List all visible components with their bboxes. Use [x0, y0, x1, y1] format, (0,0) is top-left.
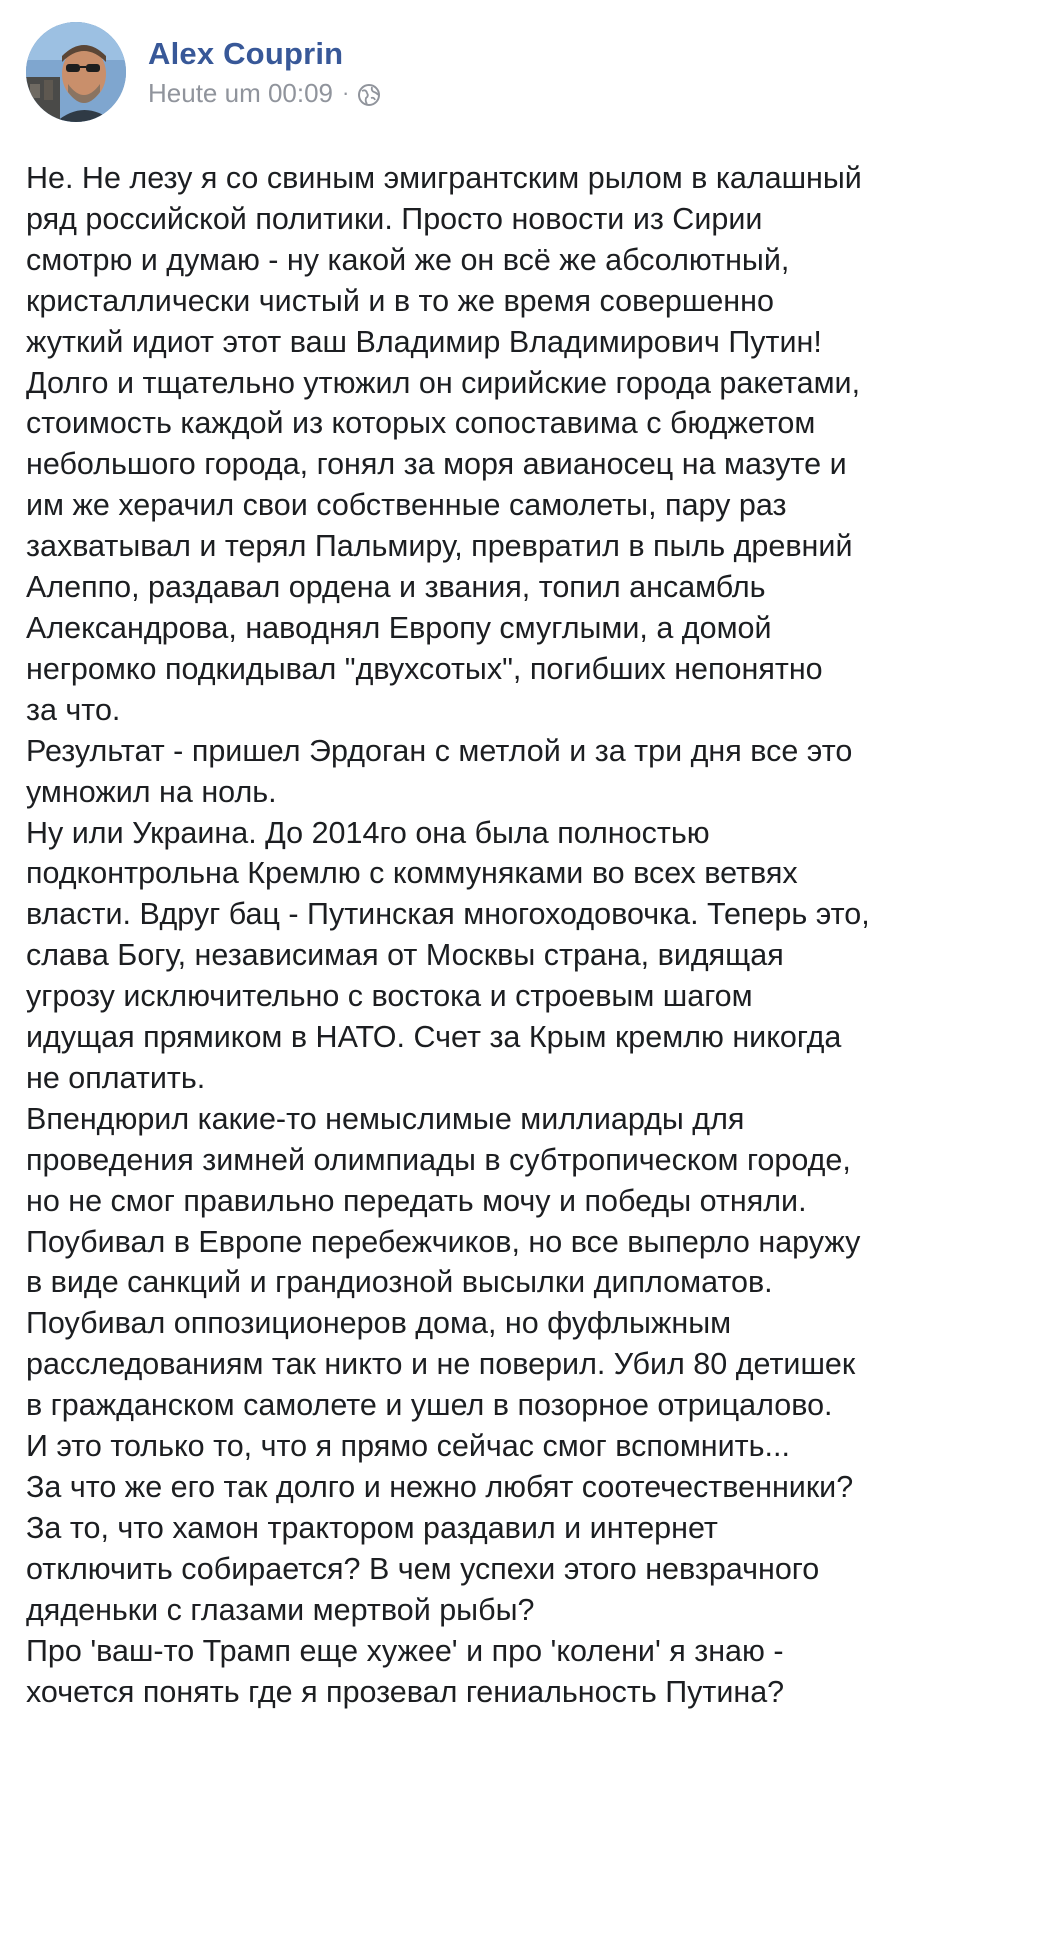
post-text-line: кристаллически чистый и в то же время совершенно	[26, 283, 774, 318]
post-meta	[148, 34, 381, 110]
post-text-line: стоимость каждой из которых сопоставима с бюджетом	[26, 406, 816, 441]
post-text-line: Алеппо, раздавал ордена и звания, топил ансамбль	[26, 570, 766, 605]
globe-icon[interactable]	[357, 81, 381, 105]
post-text-line: но не смог правильно передать мочу и победы отняли.	[26, 1183, 807, 1218]
post-text-line: Поубивал в Европе перебежчиков, но все выперло наружу	[26, 1224, 861, 1259]
post-text-line: в гражданском самолете и ушел в позорное отрицалово.	[26, 1388, 833, 1423]
post-text-line: слава Богу, независимая от Москвы страна, видящая	[26, 938, 784, 973]
post-text-line: И это только то, что я прямо сейчас смог вспомнить...	[26, 1429, 790, 1464]
post-text-line: За то, что хамон трактором раздавил и интернет	[26, 1510, 718, 1545]
post-text-line: негромко подкидывал "двухсотых", погибших непонятно	[26, 651, 823, 686]
post-text-line: жуткий идиот этот ваш Владимир Владимирович Путин!	[26, 324, 822, 359]
post-text-line: захватывал и терял Пальмиру, превратил в пыль древний	[26, 529, 853, 564]
meta-separator: ·	[342, 80, 350, 105]
post-text-line: Не. Не лезу я со свиным эмигрантским рылом в калашный	[26, 161, 862, 195]
post-text-line: хочется понять где я прозевал гениальность Путина?	[26, 1674, 785, 1709]
post-text-line: Впендюрил какие-то немыслимые миллиарды для	[26, 1101, 745, 1136]
post-text-line: ряд российской политики. Просто новости из Сирии	[26, 201, 763, 236]
post-text-line: Результат - пришел Эрдоган с метлой и за три дня все это	[26, 733, 853, 768]
post-text-line: не оплатить.	[26, 1060, 206, 1095]
post-body	[26, 158, 1036, 1712]
post-text-line: небольшого города, гонял за моря авианосец на мазуте и	[26, 447, 847, 482]
post-text-line: За что же его так долго и нежно любят соотечественники?	[26, 1470, 854, 1504]
post-text-line: дяденьки с глазами мертвой рыбы?	[26, 1592, 535, 1627]
post-text-line: смотрю и думаю - ну какой же он всё же абсолютный,	[26, 242, 790, 277]
post-text-line: проведения зимней олимпиады в субтропическом городе,	[26, 1142, 851, 1177]
post-text-line: Про 'ваш-то Трамп еще хужее' и про 'колени' я знаю -	[26, 1633, 784, 1668]
post-text-line: угрозу исключительно с востока и строевым шагом	[26, 979, 753, 1014]
post-text-line: Поубивал оппозиционеров дома, но фуфлыжным	[26, 1306, 732, 1341]
post-text-line: расследованиям так никто и не поверил. Убил 80 детишек	[26, 1347, 856, 1382]
post-text-line: в виде санкций и грандиозной высылки дипломатов.	[26, 1265, 773, 1300]
post-text-line: идущая прямиком в НАТО. Счет за Крым кремлю никогда	[26, 1020, 842, 1055]
post-text-line: подконтрольна Кремлю с коммуняками во всех ветвях	[26, 856, 798, 891]
post-text-line: умножил на ноль.	[26, 774, 277, 809]
post-timestamp[interactable]: Heute um 00:09	[148, 78, 334, 108]
post-text-line: Ну или Украина. До 2014го она была полностью	[26, 815, 710, 850]
post-text-line: власти. Вдруг бац - Путинская многоходовочка. Теперь это,	[26, 897, 870, 932]
post-text-line: отключить собирается? В чем успехи этого невзрачного	[26, 1551, 820, 1586]
post-text-line: Долго и тщательно утюжил он сирийские города ракетами,	[26, 365, 861, 400]
author-avatar[interactable]	[26, 22, 126, 122]
post-text-line: за что.	[26, 692, 121, 727]
avatar-photo	[26, 22, 126, 122]
post-header	[26, 22, 381, 122]
post-timeline	[148, 76, 381, 110]
post-text-line: Александрова, наводнял Европу смуглыми, а домой	[26, 610, 772, 645]
post-text-line: им же херачил свои собственные самолеты, пару раз	[26, 488, 787, 523]
author-name[interactable]: Alex Couprin	[148, 36, 344, 71]
